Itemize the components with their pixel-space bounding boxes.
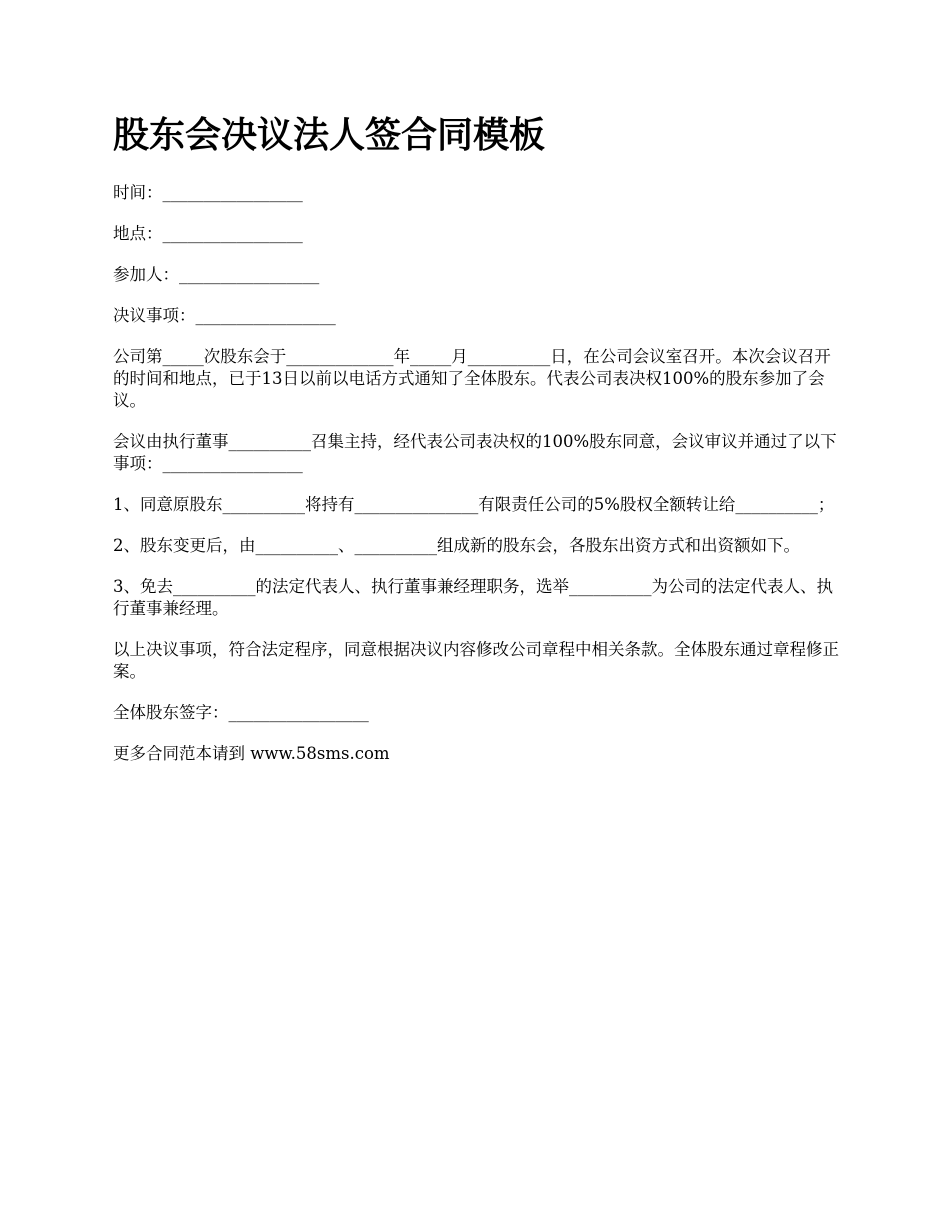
attendees-field: 参加人：_________________ (113, 265, 320, 284)
resolution-item-3: 3、免去__________的法定代表人、执行董事兼经理职务，选举__________为公司的法定代表人、执行董事兼经理。 (113, 577, 833, 618)
resolution-matters-field: 决议事项：_________________ (113, 306, 336, 325)
resolution-conclusion-paragraph: 以上决议事项，符合法定程序，同意根据决议内容修改公司章程中相关条款。全体股东通过章程修正案。 (113, 640, 839, 681)
footer-more-templates: 更多合同范本请到 www.58sms.com (113, 744, 390, 763)
location-field: 地点：_________________ (113, 224, 303, 243)
meeting-chair-paragraph: 会议由执行董事__________召集主持，经代表公司表决权的100%股东同意，会议审议并通过了以下事项：_________________ (113, 432, 837, 473)
time-field: 时间：_________________ (113, 183, 303, 202)
resolution-item-2: 2、股东变更后，由__________、__________组成新的股东会，各股东出资方式和出资额如下。 (113, 536, 800, 555)
resolution-item-1: 1、同意原股东__________将持有_______________有限责任公司的5%股权全额转让给__________； (113, 495, 835, 514)
meeting-intro-paragraph: 公司第_____次股东会于_____________年_____月__________日，在公司会议室召开。本次会议召开的时间和地点，已于13日以前以电话方式通知了全体股东。代表公司表决权100%的股东参加了会议。 (113, 347, 831, 410)
document-title: 股东会决议法人签合同模板 (113, 115, 546, 156)
shareholder-signature-field: 全体股东签字：_________________ (113, 703, 369, 722)
document-body (113, 112, 843, 784)
